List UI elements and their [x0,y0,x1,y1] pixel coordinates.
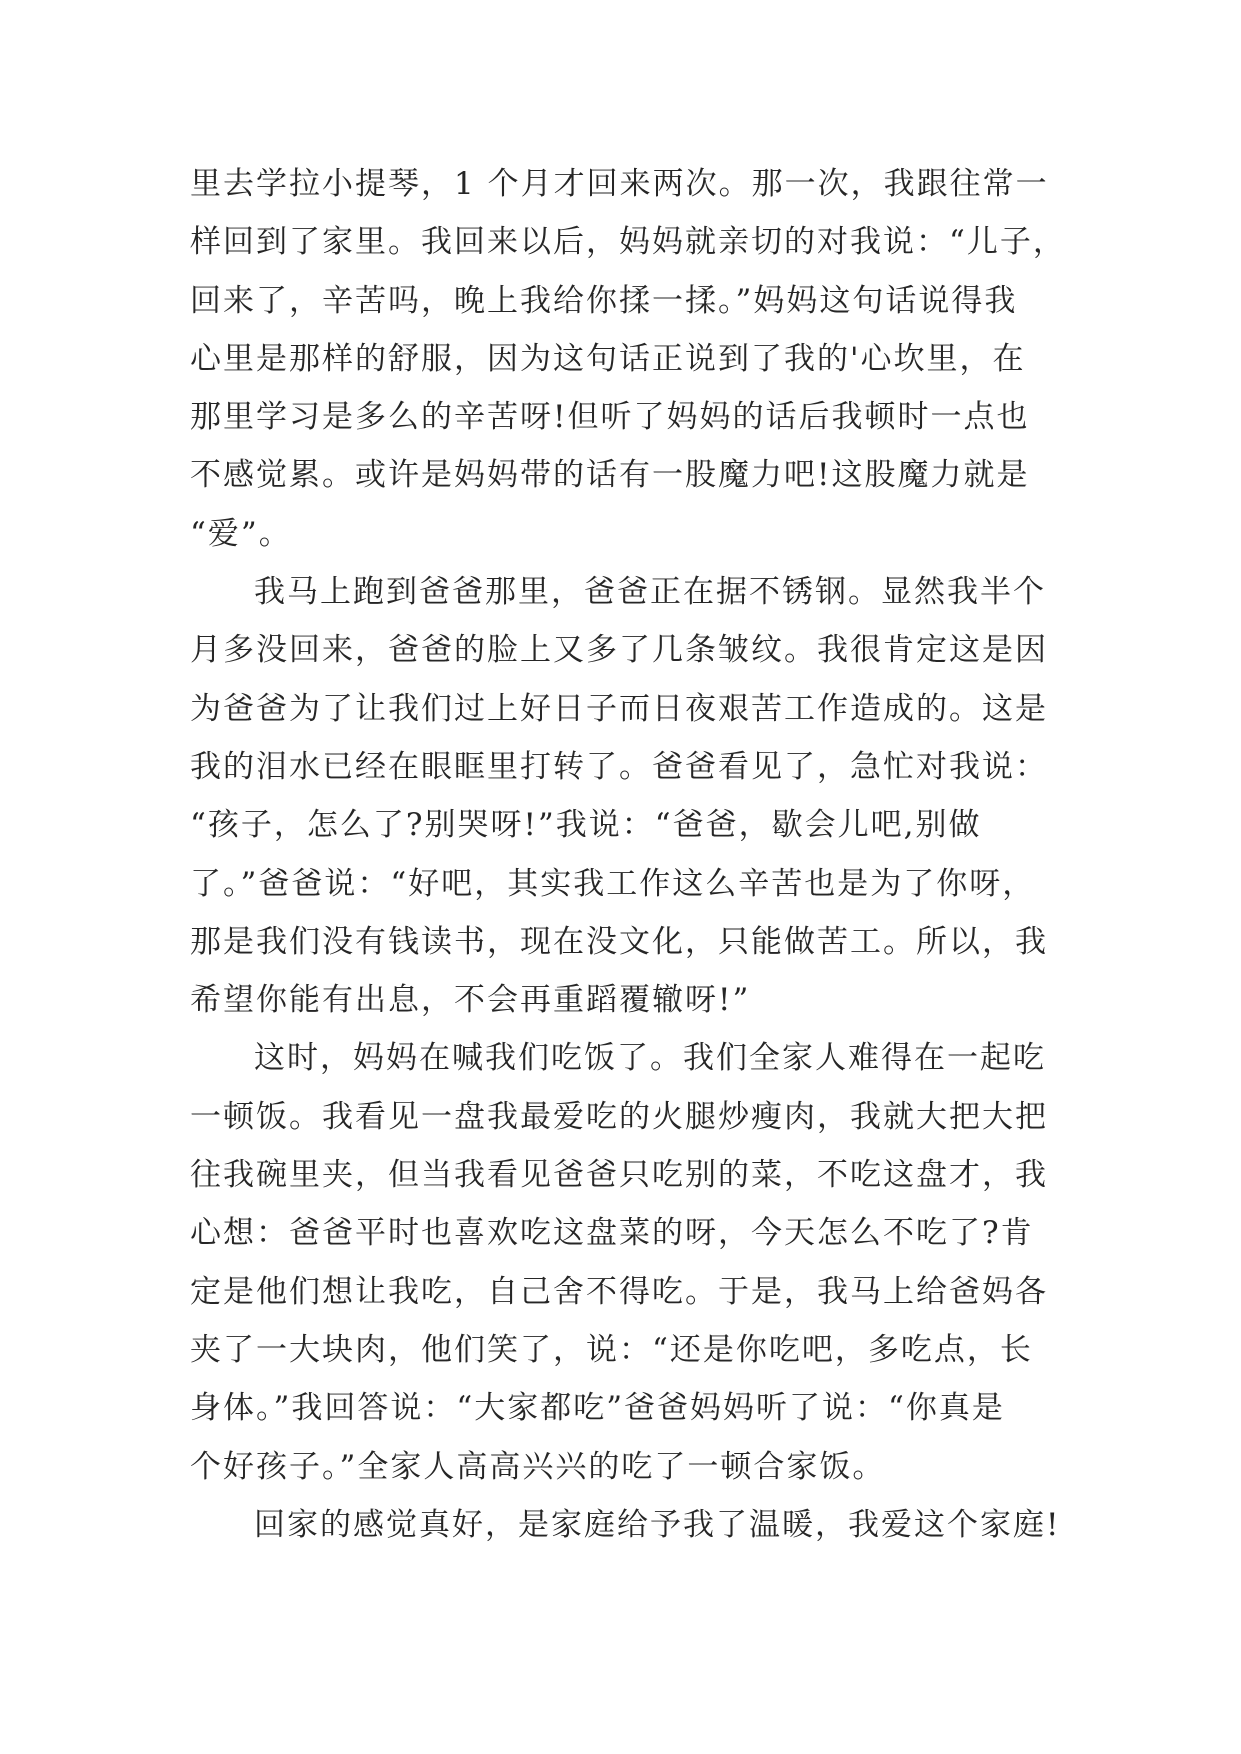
text-line: 回来了，辛苦吗，晚上我给你揉一揉。”妈妈这句话说得我 [190,282,1018,319]
text-line: 心想：爸爸平时也喜欢吃这盘菜的呀，今天怎么不吃了?肯 [190,1215,1034,1252]
text-line: 月多没回来，爸爸的脸上又多了几条皱纹。我很肯定这是因 [190,632,1048,669]
text-line: 不感觉累。或许是妈妈带的话有一股魔力吧!这股魔力就是 [190,457,1030,494]
text-line: 心里是那样的舒服，因为这句话正说到了我的'心坎里，在 [190,340,1026,377]
text-line: 往我碗里夹，但当我看见爸爸只吃别的菜，不吃这盘才，我 [190,1157,1048,1194]
text-line: 样回到了家里。我回来以后，妈妈就亲切的对我说：“儿子， [190,224,1066,261]
text-line: 身体。”我回答说：“大家都吃”爸爸妈妈听了说：“你真是 [190,1390,1005,1427]
paragraph-first-line: 我马上跑到爸爸那里，爸爸正在据不锈钢。显然我半个 [254,574,1046,611]
text-line: 里去学拉小提琴，1 个月才回来两次。那一次，我跟往常一 [190,166,1049,202]
text-line: 我的泪水已经在眼眶里打转了。爸爸看见了，急忙对我说： [190,748,1048,785]
text-line: 为爸爸为了让我们过上好日子而日夜艰苦工作造成的。这是 [190,690,1048,727]
text-line: 那是我们没有钱读书，现在没文化，只能做苦工。所以，我 [190,923,1048,960]
text-line: 一顿饭。我看见一盘我最爱吃的火腿炒瘦肉，我就大把大把 [190,1098,1048,1135]
text-line: “爱”。 [190,515,292,552]
text-line: 了。”爸爸说：“好吧，其实我工作这么辛苦也是为了你呀， [190,865,1036,902]
text-line: “孩子，怎么了?别哭呀!”我说：“爸爸，歇会儿吧,别做 [190,807,982,844]
paragraph-first-line: 回家的感觉真好，是家庭给予我了温暖，我爱这个家庭! [254,1506,1061,1543]
text-line: 个好孩子。”全家人高高兴兴的吃了一顿合家饭。 [190,1448,886,1485]
text-line: 那里学习是多么的辛苦呀!但听了妈妈的话后我顿时一点也 [190,399,1030,436]
text-line: 夹了一大块肉，他们笑了，说：“还是你吃吧，多吃点，长 [190,1331,1033,1368]
text-line: 希望你能有出息，不会再重蹈覆辙呀!” [190,982,751,1019]
text-line: 定是他们想让我吃，自己舍不得吃。于是，我马上给爸妈各 [190,1273,1048,1310]
paragraph-first-line: 这时，妈妈在喊我们吃饭了。我们全家人难得在一起吃 [254,1040,1046,1077]
essay-body [190,155,1066,1554]
